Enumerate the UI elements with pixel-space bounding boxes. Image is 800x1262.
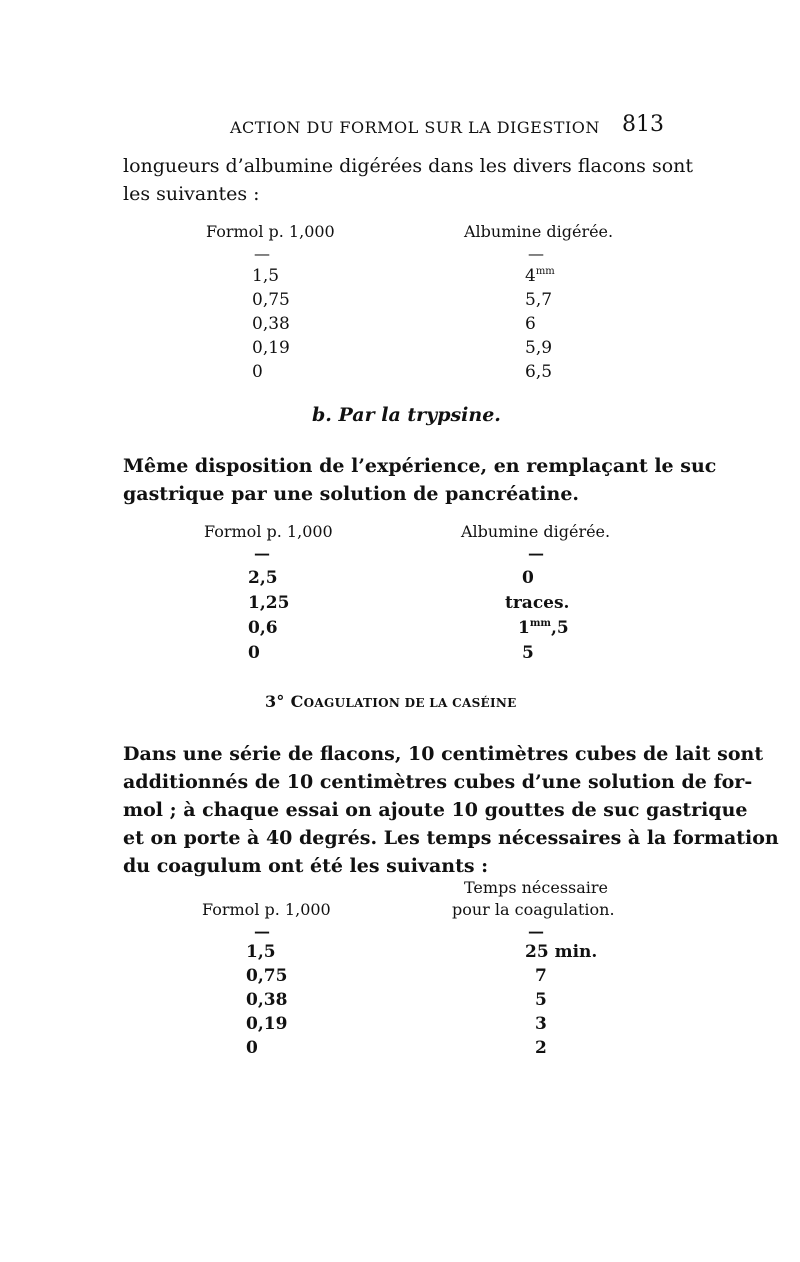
table-col-header-albumine: Albumine digérée. bbox=[461, 522, 611, 541]
table-dash: — bbox=[254, 544, 270, 563]
section-heading-coagulation: 3° COAGULATION DE LA CASÉINE bbox=[265, 692, 517, 711]
table-col-header-formol: Formol p. 1,000 bbox=[206, 222, 335, 241]
text-line: Dans une série de flacons, 10 centimètres cubes de lait sont bbox=[123, 743, 764, 765]
paragraph-pancreatine bbox=[123, 452, 717, 508]
table-cell-formol: 0,19 bbox=[246, 1014, 288, 1034]
table-dash: — bbox=[528, 922, 544, 941]
table-cell-formol: 0,19 bbox=[252, 338, 290, 358]
table-cell-formol: 1,25 bbox=[248, 593, 290, 613]
text-line: et on porte à 40 degrés. Les temps nécessaires à la formation bbox=[123, 827, 779, 849]
table-cell-albumine: 5 bbox=[522, 643, 534, 663]
table-dash: — bbox=[254, 244, 270, 263]
text-line: mol ; à chaque essai on ajoute 10 gouttes de suc gastrique bbox=[123, 799, 748, 821]
table-cell-formol: 2,5 bbox=[248, 568, 278, 588]
table-cell-albumine: $1^{mm},5$ bbox=[518, 618, 569, 638]
text-line: longueurs d’albumine digérées dans les divers flacons sont bbox=[123, 155, 694, 177]
table-cell-albumine: 5,7 bbox=[525, 290, 553, 310]
table-cell-formol: 1,5 bbox=[246, 942, 276, 962]
text-line: Même disposition de l’expérience, en remplaçant le suc bbox=[123, 455, 717, 477]
table-cell-formol: 0 bbox=[252, 362, 263, 382]
table-col-header-temps: Temps nécessaire bbox=[464, 878, 609, 897]
table-cell-albumine: traces. bbox=[505, 593, 570, 613]
table-cell-albumine: 5,9 bbox=[525, 338, 553, 358]
table-cell-temps: 2 bbox=[535, 1038, 547, 1058]
text-line: du coagulum ont été les suivants : bbox=[123, 855, 489, 877]
table-cell-albumine: $4^{mm}$ bbox=[525, 266, 555, 286]
paragraph-coagulation bbox=[123, 740, 779, 880]
table-cell-temps: 7 bbox=[535, 966, 547, 986]
table-cell-temps: 5 bbox=[535, 990, 547, 1010]
table-cell-temps: 25 min. bbox=[525, 942, 598, 962]
table-cell-albumine: 6,5 bbox=[525, 362, 553, 382]
table-cell-formol: 0,6 bbox=[248, 618, 278, 638]
table-cell-formol: 0 bbox=[246, 1038, 258, 1058]
text-line: additionnés de 10 centimètres cubes d’une solution de for- bbox=[123, 771, 753, 793]
table-cell-formol: 0 bbox=[248, 643, 260, 663]
table-cell-formol: 0,75 bbox=[252, 290, 290, 310]
table-cell-formol: 0,38 bbox=[246, 990, 288, 1010]
intro-paragraph bbox=[123, 152, 694, 208]
table-dash: — bbox=[254, 922, 270, 941]
table-cell-temps: 3 bbox=[535, 1014, 547, 1034]
page-header bbox=[0, 112, 800, 142]
page-number: 813 bbox=[622, 112, 664, 137]
table-col-header-albumine: Albumine digérée. bbox=[464, 222, 614, 241]
table-col-header-temps: pour la coagulation. bbox=[452, 900, 615, 919]
table-col-header-formol: Formol p. 1,000 bbox=[204, 522, 333, 541]
table-cell-albumine: 0 bbox=[522, 568, 534, 588]
table-cell-formol: 1,5 bbox=[252, 266, 280, 286]
table-cell-formol: 0,38 bbox=[252, 314, 290, 334]
table-cell-albumine: 6 bbox=[525, 314, 536, 334]
section-heading-trypsine: b. Par la trypsine. bbox=[312, 404, 501, 426]
table-cell-formol: 0,75 bbox=[246, 966, 288, 986]
text-line: gastrique par une solution de pancréatine. bbox=[123, 483, 580, 505]
table-dash: — bbox=[528, 244, 544, 263]
running-title: ACTION DU FORMOL SUR LA DIGESTION bbox=[230, 118, 600, 137]
text-line: les suivantes : bbox=[123, 183, 260, 205]
table-dash: — bbox=[528, 544, 544, 563]
table-col-header-formol: Formol p. 1,000 bbox=[202, 900, 331, 919]
